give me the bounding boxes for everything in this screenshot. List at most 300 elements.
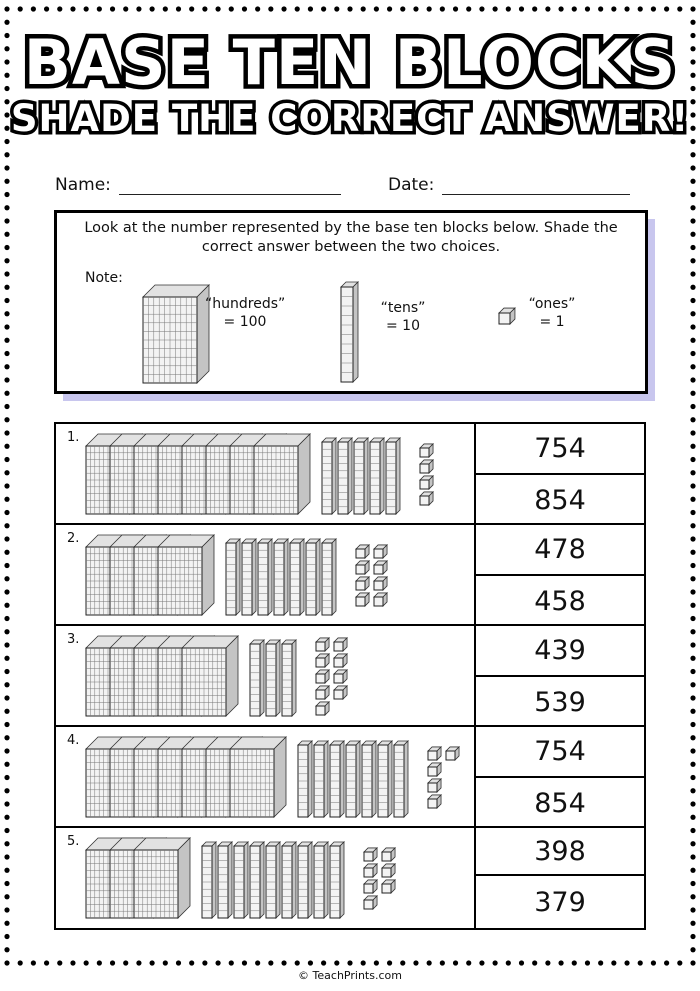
border-dot	[598, 960, 603, 965]
border-dot	[598, 6, 603, 11]
answer-choice-a[interactable]: 439	[476, 626, 644, 677]
border-dot	[690, 907, 695, 912]
problem-number: 2.	[67, 531, 80, 546]
border-dot	[176, 960, 181, 965]
one-cube	[364, 880, 377, 893]
border-dot	[4, 205, 9, 210]
legend-tens-name: “tens”	[380, 300, 426, 316]
border-dot	[387, 960, 392, 965]
ten-rod	[250, 842, 264, 918]
border-dot	[4, 682, 9, 687]
border-dot	[4, 192, 9, 197]
problem-row-2	[56, 525, 644, 626]
border-dot	[4, 960, 9, 965]
border-dot	[690, 868, 695, 873]
border-dot	[4, 629, 9, 634]
border-dot	[255, 960, 260, 965]
border-dot	[677, 6, 682, 11]
border-dot	[4, 483, 9, 488]
border-dot	[493, 6, 498, 11]
border-dot	[374, 6, 379, 11]
border-dot	[4, 523, 9, 528]
ten-rod	[226, 539, 240, 615]
hundred-flat	[134, 838, 190, 918]
border-dot	[690, 947, 695, 952]
border-dot	[585, 960, 590, 965]
one-cube	[316, 686, 329, 699]
border-dot	[123, 960, 128, 965]
border-dot	[466, 6, 471, 11]
border-dot	[4, 563, 9, 568]
border-dot	[189, 960, 194, 965]
border-dot	[268, 960, 273, 965]
blocks-cell	[56, 828, 476, 928]
border-dot	[281, 6, 286, 11]
border-dot	[321, 6, 326, 11]
legend-ones-value: = 1	[539, 314, 565, 330]
border-dot	[18, 960, 23, 965]
one-cube	[316, 702, 329, 715]
border-dot	[532, 960, 537, 965]
border-dot	[4, 828, 9, 833]
border-dot	[347, 6, 352, 11]
border-dot	[690, 934, 695, 939]
border-dot	[690, 695, 695, 700]
border-dot	[664, 960, 669, 965]
border-dot	[690, 152, 695, 157]
ten-rod	[362, 741, 376, 817]
border-dot	[163, 960, 168, 965]
border-dot	[242, 6, 247, 11]
ten-rod	[258, 539, 272, 615]
border-dot	[4, 603, 9, 608]
border-dot	[4, 20, 9, 25]
border-dot	[440, 960, 445, 965]
border-dot	[690, 589, 695, 594]
hundred-flat	[158, 535, 214, 615]
answer-choice-a[interactable]: 754	[476, 424, 644, 475]
hundred-flat	[143, 285, 209, 383]
ten-rod	[266, 842, 280, 918]
one-cube	[382, 880, 395, 893]
border-dot	[4, 6, 9, 11]
border-dot	[229, 960, 234, 965]
border-dot	[150, 960, 155, 965]
name-label: Name:	[55, 175, 111, 195]
border-dot	[229, 6, 234, 11]
border-dot	[215, 960, 220, 965]
border-dot	[4, 669, 9, 674]
border-dot	[97, 6, 102, 11]
border-dot	[690, 709, 695, 714]
border-dot	[519, 6, 524, 11]
base-ten-blocks	[56, 525, 476, 624]
border-dot	[690, 921, 695, 926]
border-dot	[4, 775, 9, 780]
ten-rod	[322, 539, 336, 615]
border-dot	[4, 550, 9, 555]
border-dot	[664, 6, 669, 11]
legend-ones-name: “ones”	[528, 296, 576, 312]
one-cube	[420, 492, 433, 505]
border-dot	[690, 205, 695, 210]
border-dot	[690, 656, 695, 661]
border-dot	[690, 894, 695, 899]
instructions-text: Look at the number represented by the base ten blocks below. Shade the correct answer between the two choices.	[84, 220, 618, 255]
border-dot	[4, 152, 9, 157]
border-dot	[4, 536, 9, 541]
border-dot	[4, 470, 9, 475]
border-dot	[690, 775, 695, 780]
border-dot	[690, 377, 695, 382]
border-dot	[4, 801, 9, 806]
border-dot	[4, 364, 9, 369]
border-dot	[690, 815, 695, 820]
date-line[interactable]	[442, 178, 630, 195]
border-dot	[374, 960, 379, 965]
border-dot	[690, 338, 695, 343]
border-dot	[123, 6, 128, 11]
border-dot	[690, 179, 695, 184]
ten-rod	[266, 640, 280, 716]
border-dot	[651, 960, 656, 965]
border-dot	[690, 881, 695, 886]
problem-number: 4.	[67, 733, 80, 748]
border-dot	[4, 589, 9, 594]
border-dot	[4, 377, 9, 382]
ten-rod	[234, 842, 248, 918]
page-subtitle: SHADE THE CORRECT ANSWER!	[10, 97, 690, 140]
border-dot	[677, 960, 682, 965]
border-dot	[545, 960, 550, 965]
ten-rod	[306, 539, 320, 615]
border-dot	[690, 20, 695, 25]
border-dot	[690, 536, 695, 541]
one-cube	[420, 444, 433, 457]
answer-choice-b[interactable]: 854	[534, 787, 586, 819]
border-dot	[690, 762, 695, 767]
border-dot	[4, 868, 9, 873]
one-cube	[356, 577, 369, 590]
border-dot	[690, 854, 695, 859]
ten-rod	[218, 842, 232, 918]
border-dot	[242, 960, 247, 965]
problems-table	[54, 422, 646, 930]
border-dot	[4, 881, 9, 886]
border-dot	[4, 722, 9, 727]
border-dot	[4, 285, 9, 290]
border-dot	[57, 6, 62, 11]
blocks-cell	[56, 525, 476, 624]
border-dot	[690, 6, 695, 11]
border-dot	[479, 6, 484, 11]
note-box	[54, 210, 648, 394]
border-dot	[4, 457, 9, 462]
border-dot	[4, 841, 9, 846]
border-dot	[18, 6, 23, 11]
note-label: Note:	[85, 270, 123, 286]
problem-row-4	[56, 727, 644, 828]
border-dot	[690, 324, 695, 329]
border-dot	[690, 311, 695, 316]
border-dot	[690, 192, 695, 197]
border-dot	[4, 165, 9, 170]
base-ten-blocks	[56, 424, 476, 523]
border-dot	[572, 960, 577, 965]
ten-rod	[330, 741, 344, 817]
border-dot	[413, 960, 418, 965]
border-dot	[4, 258, 9, 263]
border-dot	[4, 576, 9, 581]
border-dot	[4, 854, 9, 859]
one-cube	[334, 686, 347, 699]
answer-choice-a[interactable]: 398	[476, 828, 644, 876]
border-dot	[31, 960, 36, 965]
border-dot	[638, 960, 643, 965]
one-cube	[356, 561, 369, 574]
ten-rod	[298, 842, 312, 918]
border-dot	[611, 6, 616, 11]
border-dot	[57, 960, 62, 965]
border-dot	[400, 6, 405, 11]
border-dot	[690, 828, 695, 833]
border-dot	[189, 6, 194, 11]
one-cube	[334, 638, 347, 651]
ten-rod	[394, 741, 408, 817]
name-line[interactable]	[119, 178, 341, 195]
border-dot	[4, 245, 9, 250]
legend-tens	[368, 299, 438, 335]
hundred-flat	[182, 636, 238, 716]
border-dot	[281, 960, 286, 965]
border-dot	[638, 6, 643, 11]
one-cube	[382, 864, 395, 877]
border-dot	[4, 324, 9, 329]
border-dot	[150, 6, 155, 11]
border-dot	[347, 960, 352, 965]
border-dot	[4, 709, 9, 714]
border-dot	[558, 960, 563, 965]
one-cube	[428, 763, 441, 776]
border-dot	[84, 6, 89, 11]
ten-rod	[330, 842, 344, 918]
problem-number: 5.	[67, 834, 80, 849]
border-dot	[690, 258, 695, 263]
border-dot	[624, 6, 629, 11]
border-dot	[215, 6, 220, 11]
border-dot	[690, 735, 695, 740]
ten-rod	[298, 741, 312, 817]
border-dot	[4, 417, 9, 422]
border-dot	[413, 6, 418, 11]
one-cube	[356, 545, 369, 558]
border-dot	[690, 563, 695, 568]
border-dot	[308, 960, 313, 965]
border-dot	[690, 510, 695, 515]
border-dot	[295, 960, 300, 965]
answer-choice-b[interactable]: 539	[534, 686, 586, 718]
border-dot	[4, 271, 9, 276]
border-dot	[690, 232, 695, 237]
problem-number: 1.	[67, 430, 80, 445]
ten-rod	[386, 438, 400, 514]
one-cube	[374, 545, 387, 558]
border-dot	[334, 6, 339, 11]
border-dot	[70, 960, 75, 965]
legend-tens-value: = 10	[386, 318, 420, 334]
border-dot	[519, 960, 524, 965]
border-dot	[690, 351, 695, 356]
border-dot	[334, 960, 339, 965]
border-dot	[690, 523, 695, 528]
border-dot	[558, 6, 563, 11]
ten-rod	[202, 842, 216, 918]
date-label: Date:	[388, 175, 435, 195]
border-dot	[4, 391, 9, 396]
ten-rod	[290, 539, 304, 615]
answer-choice-a[interactable]: 478	[476, 525, 644, 576]
one-cube	[428, 779, 441, 792]
border-dot	[295, 6, 300, 11]
border-dot	[4, 695, 9, 700]
answer-choice-a[interactable]: 754	[476, 727, 644, 778]
border-dot	[427, 960, 432, 965]
border-dot	[506, 6, 511, 11]
border-dot	[585, 6, 590, 11]
name-field[interactable]	[55, 175, 341, 195]
border-dot	[690, 497, 695, 502]
date-field[interactable]	[388, 175, 630, 195]
ten-rod	[346, 741, 360, 817]
border-dot	[690, 616, 695, 621]
border-dot	[440, 6, 445, 11]
border-dot	[690, 669, 695, 674]
border-dot	[466, 960, 471, 965]
border-dot	[690, 841, 695, 846]
base-ten-blocks	[56, 727, 476, 826]
border-dot	[690, 430, 695, 435]
one-cube	[316, 638, 329, 651]
ten-rod	[242, 539, 256, 615]
border-dot	[506, 960, 511, 965]
border-dot	[44, 6, 49, 11]
one-cube	[382, 848, 395, 861]
hundred-flat	[254, 434, 310, 514]
border-dot	[70, 6, 75, 11]
border-dot	[690, 550, 695, 555]
border-dot	[690, 298, 695, 303]
border-dot	[690, 788, 695, 793]
border-dot	[690, 960, 695, 965]
border-dot	[690, 417, 695, 422]
hundred-flat	[230, 737, 286, 817]
one-cube	[374, 593, 387, 606]
border-dot	[690, 271, 695, 276]
one-cube	[420, 460, 433, 473]
border-dot	[163, 6, 168, 11]
border-dot	[4, 179, 9, 184]
border-dot	[453, 960, 458, 965]
border-dot	[690, 576, 695, 581]
border-dot	[690, 444, 695, 449]
border-dot	[268, 6, 273, 11]
border-dot	[427, 6, 432, 11]
border-dot	[690, 245, 695, 250]
ten-rod	[322, 438, 336, 514]
one-cube	[446, 747, 459, 760]
ten-rod	[378, 741, 392, 817]
border-dot	[4, 762, 9, 767]
border-dot	[690, 165, 695, 170]
footer-copyright: © TeachPrints.com	[298, 969, 402, 982]
border-dot	[202, 6, 207, 11]
border-dot	[4, 907, 9, 912]
problem-number: 3.	[67, 632, 80, 647]
border-dot	[4, 218, 9, 223]
border-dot	[690, 603, 695, 608]
border-dot	[690, 285, 695, 290]
border-dot	[4, 894, 9, 899]
border-dot	[4, 510, 9, 515]
border-dot	[400, 960, 405, 965]
border-dot	[690, 722, 695, 727]
ten-rod	[282, 640, 296, 716]
border-dot	[4, 430, 9, 435]
border-dot	[532, 6, 537, 11]
border-dot	[690, 748, 695, 753]
answer-choice-b[interactable]: 854	[534, 484, 586, 516]
border-dot	[4, 351, 9, 356]
ten-rod	[314, 741, 328, 817]
border-dot	[4, 748, 9, 753]
ten-rod	[282, 842, 296, 918]
one-cube	[316, 654, 329, 667]
base-ten-blocks	[56, 828, 476, 928]
border-dot	[361, 960, 366, 965]
blocks-cell	[56, 626, 476, 725]
border-dot	[690, 470, 695, 475]
border-dot	[4, 338, 9, 343]
border-dot	[110, 960, 115, 965]
ten-rod	[314, 842, 328, 918]
legend-hundreds-name: “hundreds”	[205, 296, 286, 312]
border-dot	[255, 6, 260, 11]
border-dot	[690, 391, 695, 396]
answer-choice-b[interactable]: 379	[534, 886, 586, 918]
problem-row-3	[56, 626, 644, 727]
blocks-cell	[56, 727, 476, 826]
ten-rod	[354, 438, 368, 514]
answer-choice-b[interactable]: 458	[534, 585, 586, 617]
border-dot	[202, 960, 207, 965]
border-dot	[110, 6, 115, 11]
legend-hundreds	[205, 295, 285, 331]
legend-ones	[517, 295, 587, 331]
ten-rod	[274, 539, 288, 615]
border-dot	[690, 404, 695, 409]
one-cube	[334, 670, 347, 683]
border-dot	[690, 642, 695, 647]
one-cube	[364, 896, 377, 909]
border-dot	[4, 642, 9, 647]
ten-rod	[338, 438, 352, 514]
border-dot	[4, 404, 9, 409]
base-ten-blocks	[56, 626, 476, 725]
border-dot	[361, 6, 366, 11]
border-dot	[136, 6, 141, 11]
border-dot	[453, 6, 458, 11]
border-dot	[611, 960, 616, 965]
